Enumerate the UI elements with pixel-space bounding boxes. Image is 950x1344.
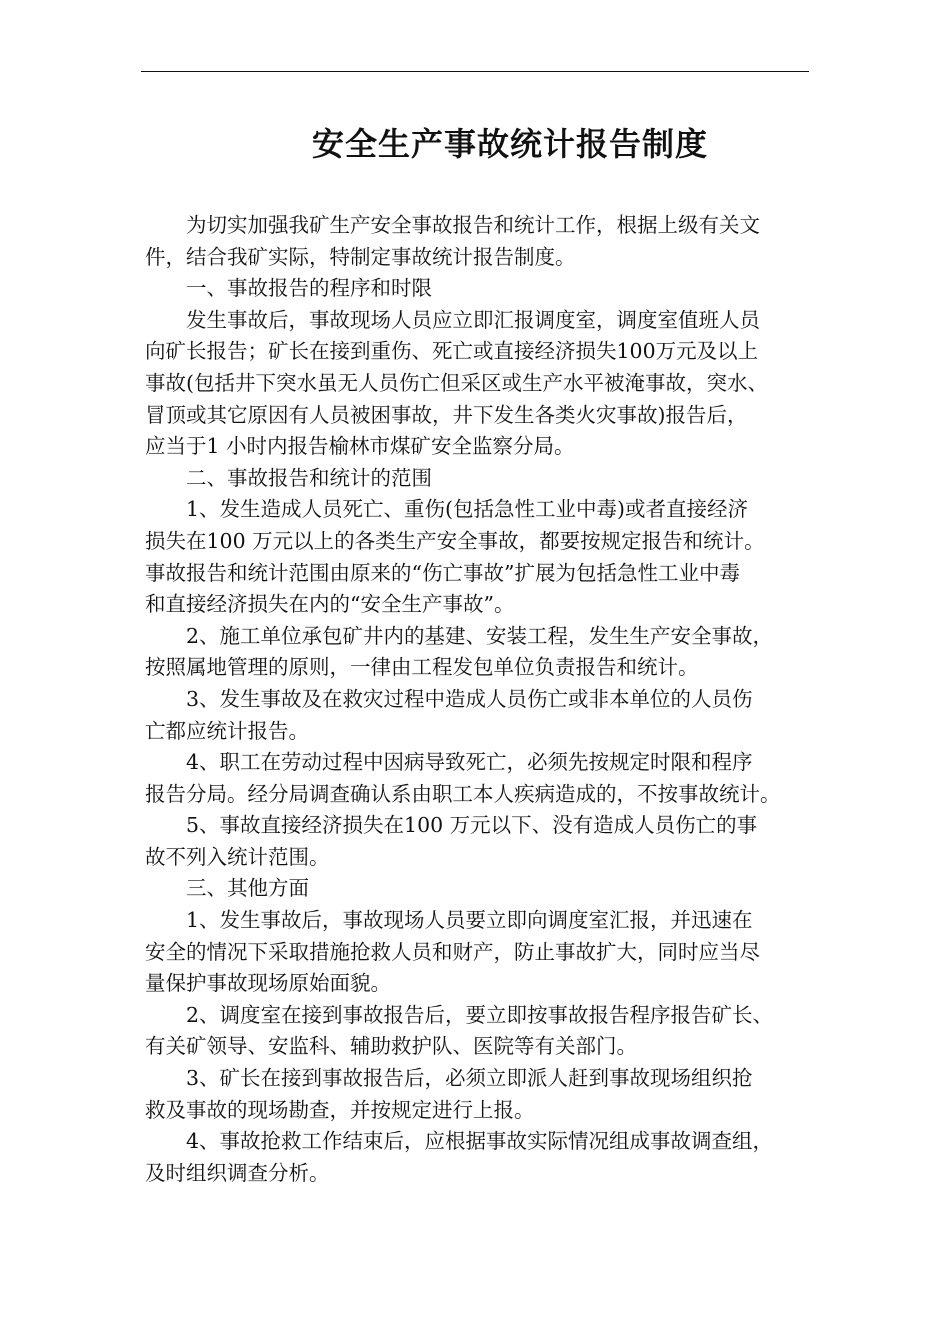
text-line: 2、施工单位承包矿井内的基建、安装工程，发生生产安全事故， (186, 623, 774, 648)
text-line: 事故(包括井下突水虽无人员伤亡但采区或生产水平被淹事故，突水、 (145, 370, 768, 395)
text-line: 亡都应统计报告。 (145, 718, 309, 743)
document-title: 安全生产事故统计报告制度 (311, 125, 708, 163)
text-line: 二、事故报告和统计的范围 (186, 465, 432, 490)
text-line: 件，结合我矿实际，特制定事故统计报告制度。 (145, 244, 576, 269)
text-line: 量保护事故现场原始面貌。 (145, 971, 391, 996)
text-line: 2、调度室在接到事故报告后，要立即按事故报告程序报告矿长、 (186, 1002, 774, 1027)
text-line: 按照属地管理的原则，一律由工程发包单位负责报告和统计。 (145, 655, 699, 680)
text-line: 1、发生事故后，事故现场人员要立即向调度室汇报，并迅速在 (186, 908, 753, 933)
text-line: 安全的情况下采取措施抢救人员和财产，防止事故扩大，同时应当尽 (145, 939, 760, 964)
text-line: 三、其他方面 (186, 876, 309, 901)
text-line: 向矿长报告；矿长在接到重伤、死亡或直接经济损失100万元及以上 (145, 339, 759, 364)
text-line: 救及事故的现场勘查，并按规定进行上报。 (145, 1097, 535, 1122)
text-line: 5、事故直接经济损失在100 万元以下、没有造成人员伤亡的事 (186, 813, 758, 838)
header-rule (141, 71, 809, 72)
text-line: 4、事故抢救工作结束后，应根据事故实际情况组成事故调查组， (186, 1129, 774, 1154)
text-line: 和直接经济损失在内的“安全生产事故”。 (145, 592, 515, 617)
text-line: 3、矿长在接到事故报告后，必须立即派人赶到事故现场组织抢 (186, 1066, 753, 1091)
text-line: 有关矿领导、安监科、辅助救护队、医院等有关部门。 (145, 1034, 637, 1059)
text-line: 1、发生造成人员死亡、重伤(包括急性工业中毒)或者直接经济 (186, 497, 749, 522)
text-line: 冒顶或其它原因有人员被困事故，井下发生各类火灾事故)报告后， (145, 402, 748, 427)
text-line: 报告分局。经分局调查确认系由职工本人疾病造成的，不按事故统计。 (145, 781, 781, 806)
text-line: 及时组织调查分析。 (145, 1160, 330, 1185)
text-line: 损失在100 万元以上的各类生产安全事故，都要按规定报告和统计。 (145, 528, 765, 553)
text-line: 4、职工在劳动过程中因病导致死亡，必须先按规定时限和程序 (186, 750, 753, 775)
text-line: 事故报告和统计范围由原来的“伤亡事故”扩展为包括急性工业中毒 (145, 560, 740, 585)
text-line: 应当于1 小时内报告榆林市煤矿安全监察分局。 (145, 434, 575, 459)
text-line: 一、事故报告的程序和时限 (186, 276, 432, 301)
text-line: 发生事故后，事故现场人员应立即汇报调度室，调度室值班人员 (186, 307, 760, 332)
text-line: 为切实加强我矿生产安全事故报告和统计工作，根据上级有关文 (186, 213, 760, 237)
document-body (145, 210, 815, 1189)
text-line: 故不列入统计范围。 (145, 844, 330, 869)
text-line: 3、发生事故及在救灾过程中造成人员伤亡或非本单位的人员伤 (186, 686, 753, 711)
